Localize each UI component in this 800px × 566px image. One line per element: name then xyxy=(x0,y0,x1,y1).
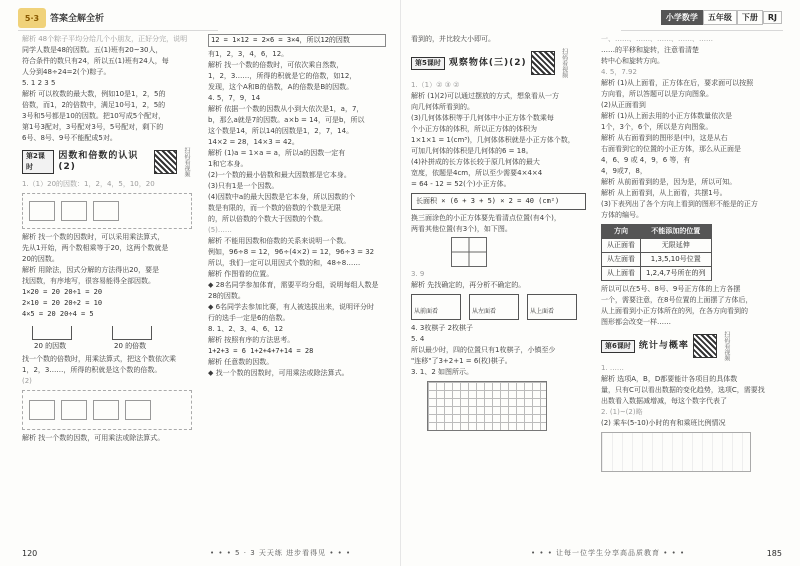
text-line: = 64 - 12 = 52(个)小正方体。 xyxy=(411,180,511,188)
table-header: 不能添加的位置 xyxy=(641,225,712,239)
text-line: 出数看入数据减增减，每这个数字代表了 xyxy=(601,397,727,405)
lesson-badge: 第6课时 xyxy=(601,340,635,353)
text-line: 所以最少时，四的位置只有1枚棋子，小镇至少 xyxy=(411,346,556,354)
bracket-line xyxy=(112,326,152,340)
text-line: 8. 1、2、3、4、6、12 xyxy=(208,325,284,333)
equation-row: 1×20 = 20 20÷1 = 20 xyxy=(22,288,103,296)
text-line: 28的因数。 xyxy=(208,292,245,300)
text-line: 1.（1）② ③ ② xyxy=(411,81,460,89)
text-line: 图形都会改变一样…… xyxy=(601,318,671,326)
text-line: 3. 9 xyxy=(411,270,425,278)
text-line: 个小正方体的体积，所以正方体的体积为 xyxy=(411,125,537,133)
lesson-title: 因数和倍数的认识(2) xyxy=(58,151,139,172)
page-number-left: 120 xyxy=(22,549,38,558)
text-line: 1.（1）20的因数：1，2，4，5，10，20 xyxy=(22,180,155,188)
text-line: 同学人数是48的因数。五(1)班有20~30人， xyxy=(22,46,163,54)
equation-row: 1+2+3 = 6 1+2+4+7+14 = 28 xyxy=(208,347,314,355)
statistics-chart-figure xyxy=(601,432,751,472)
text-line: 解析 (1)从上面看，正方体在后，要求面可以按照 xyxy=(601,79,754,87)
qr-code-icon[interactable] xyxy=(693,334,717,358)
text-line: ◆ 6名同学去参加比赛，有人被选拔出来，说明评分时 xyxy=(208,303,375,311)
table-cell: 1,2,4,7号所在的列 xyxy=(641,267,712,281)
text-line: 解析 从上面看到，从上面看，共摆1号。 xyxy=(601,189,727,197)
sketch-box xyxy=(29,201,55,221)
table-row xyxy=(602,253,712,267)
column-1 xyxy=(22,34,192,444)
text-line: 20的因数。 xyxy=(22,255,59,263)
text-line: 14×2 = 28，14×3 = 42。 xyxy=(208,138,299,146)
text-line: "连移"了3+2+1 = 6(枚)棋子。 xyxy=(411,357,512,365)
text-line: 一个，需要注意，在8号位置的上面摆了方体后， xyxy=(601,296,753,304)
brand-logo: 5·3 xyxy=(18,8,46,28)
text-line: ……的平移和旋转，注意看清楚 xyxy=(601,46,699,54)
table-header-row xyxy=(602,225,712,239)
edition-tag: RJ xyxy=(763,11,782,24)
text-line: (4)补拼成的长方体长较于原几何体的最大 xyxy=(411,158,540,166)
table-cell: 从上面看 xyxy=(602,267,641,281)
text-line: 看到的，并比较大小即可。 xyxy=(411,35,495,43)
text-line: 宽度，依题是4cm，所以至少需要4×4×4 xyxy=(411,169,543,177)
header-divider xyxy=(18,30,218,31)
column-4 xyxy=(601,34,783,472)
text-line: 所以可以在5号、8号、9号正方体的上方各摆 xyxy=(601,285,741,293)
text-line: (3)下表列出了各个方向上看到的图形不能是的正方 xyxy=(601,200,758,208)
text-line: 解析 从前面看到的是，因为是，所以可知。 xyxy=(601,178,737,186)
text-line: 转中心和旋转方向。 xyxy=(601,57,664,65)
cube-figure xyxy=(451,237,487,267)
qr-label: 扫码看视频 xyxy=(722,331,730,361)
text-line: b，那么a就是7的因数。a×b = 14，可是b，所以 xyxy=(208,116,365,124)
text-line: 的，所以倍数的个数大于因数的个数。 xyxy=(208,215,327,223)
view-figure xyxy=(527,294,577,320)
grid-figure xyxy=(427,381,547,431)
text-line: 从上面看到小正方体所在的列，在各方向看到的 xyxy=(601,307,748,315)
grade-tag: 五年级 xyxy=(703,10,737,25)
text-line: 5. 1 2 3 5 xyxy=(22,79,56,87)
text-line: 找一个数的倍数时，用乘法算式，把这个数依次乘 xyxy=(22,355,176,363)
direction-table xyxy=(601,224,712,281)
footer-slogan-right: • • • 让每一位学生分享高品质教育 • • • xyxy=(531,549,686,557)
sketch-box xyxy=(93,400,119,420)
text-line: (2)从正面看到 xyxy=(601,101,646,109)
text-line: ◆ 28名同学参加体育，需要平均分组，说明每组人数是 xyxy=(208,281,379,289)
text-line: 解析 按照有序的方法思考。 xyxy=(208,336,295,344)
sketch-box xyxy=(125,400,151,420)
bracket-label: 20 的因数 xyxy=(34,342,67,350)
bracket-diagram xyxy=(22,322,192,352)
text-line: 3号和5号都是10的因数。把10写成5个配对， xyxy=(22,112,166,120)
text-line: 可加几何体的体积是几何体的6 = 18。 xyxy=(411,147,533,155)
text-line: ◆ 找一个数的因数时，可用乘法或除法算式。 xyxy=(208,369,349,377)
table-row xyxy=(602,239,712,253)
text-line: 解析 找一个数的倍数时，可依次乘自然数， xyxy=(208,61,344,69)
text-line: 2. (1)~(2)略 xyxy=(601,408,643,416)
text-line: 4. 3枚棋子 2枚棋子 xyxy=(411,324,474,332)
text-line: 1. …… xyxy=(601,364,624,372)
text-line: 解析 依据一个数的因数从小到大依次是1，a，7， xyxy=(208,105,364,113)
lesson-title: 统计与概率 xyxy=(638,340,689,351)
text-line: (2) 乘车(5-10)小时的有和乘班比例情况 xyxy=(601,419,726,427)
text-line: 人分到48÷24=2(个)粽子。 xyxy=(22,68,111,76)
text-line: 解析 选项A，B，D都要能计各项目的具体数 xyxy=(601,375,738,383)
text-line: 方向看，所以答题可以是方向图象。 xyxy=(601,90,713,98)
qr-code-icon[interactable] xyxy=(531,51,555,75)
lesson-badge: 第2课时 xyxy=(22,150,54,174)
header-divider xyxy=(621,30,783,31)
page-number-right: 185 xyxy=(766,549,782,558)
table-header: 方向 xyxy=(602,225,641,239)
text-line: 4，6、9 或 4，9，6 等，有 xyxy=(601,156,691,164)
view-figures xyxy=(411,294,586,320)
table-cell: 1,3,5,10号位置 xyxy=(641,253,712,267)
text-line: 解析 用除法，因式分解的方法得出20，要是 xyxy=(22,266,160,274)
text-line: (3)几何体体积等于几何体中小正方体个数乘每 xyxy=(411,114,554,122)
text-line: 例如，96÷8 = 12，96÷(4×2) = 12，96÷3 = 32 xyxy=(208,248,375,256)
text-line: 1，2，3……，所得的积就是这个数的倍数。 xyxy=(22,366,162,374)
lesson-title: 观察物体(三)(2) xyxy=(448,57,527,68)
qr-code-icon[interactable] xyxy=(154,150,177,174)
text-line: 符合条件的数只有24，所以五(1)班有24人，每 xyxy=(22,57,169,65)
table-cell: 从左面看 xyxy=(602,253,641,267)
header-title: 答案全解全析 xyxy=(50,14,105,24)
lesson-badge: 第5课时 xyxy=(411,57,445,70)
text-line: 右面看到它的位置的小正方体，那么从正面是 xyxy=(601,145,741,153)
lesson-heading xyxy=(411,48,586,78)
text-line: (3)只有1是一个因数。 xyxy=(208,182,279,190)
text-line: 1个，3个，6个，所以是方向图象。 xyxy=(601,123,713,131)
text-line: 5. 4 xyxy=(411,335,425,343)
text-line: 解析 可以枚数的最大数，例如10是1，2，5的 xyxy=(22,90,166,98)
text-line: 4. 5，7.92 xyxy=(601,68,637,76)
text-line: 解析 任意数的因数。 xyxy=(208,358,274,366)
text-line: 3. 1、2 如图所示。 xyxy=(411,368,474,376)
table-row xyxy=(602,267,712,281)
text-line: 解析 从右面看到的图形是(中)，这是从右 xyxy=(601,134,728,142)
term-tag: 下册 xyxy=(737,10,763,25)
text-line: 数是有限的，而一个数的倍数的个数是无限 xyxy=(208,204,341,212)
bracket-line xyxy=(32,326,72,340)
bracket-label: 20 的倍数 xyxy=(114,342,147,350)
text-line: (2)一个数的最小倍数和最大因数都是它本身。 xyxy=(208,171,351,179)
text-line: 发现，这个A和B的倍数，A的倍数是B的因数。 xyxy=(208,83,354,91)
text-line: (5)…… xyxy=(208,226,232,234)
column-3 xyxy=(411,34,586,431)
text-line: 一、……、……、……、……、…… xyxy=(601,35,713,43)
table-cell: 从正面看 xyxy=(602,239,641,253)
text-line: 先从1开始，两个数相乘等于20，这两个数就是 xyxy=(22,244,169,252)
text-line: 解析 48个粽子平均分给几个小朋友，正好分完，说明 xyxy=(22,35,188,43)
handwriting-sketch xyxy=(22,390,192,430)
lesson-heading xyxy=(22,147,192,177)
text-line: 找因数，有序地写，很容易能得全部因数。 xyxy=(22,277,155,285)
equation-row: 4×5 = 20 20÷4 = 5 xyxy=(22,310,94,318)
text-line: 解析 (1)从上面去用的小正方体数量依次是 xyxy=(601,112,733,120)
view-label: 从左面看 xyxy=(472,308,497,315)
column-2 xyxy=(208,34,386,379)
sketch-box xyxy=(61,201,87,221)
text-line: 解析 不能用因数和倍数的关系来说明一个数。 xyxy=(208,237,351,245)
text-line: 这个数是14，所以14的因数是1，2，7，14。 xyxy=(208,127,354,135)
lesson-heading xyxy=(601,331,783,361)
text-line: 量，只有C可以看出数据的变化趋势，选项C，需要找 xyxy=(601,386,765,394)
equation-row: 12 = 1×12 = 2×6 = 3×4，所以12的因数 xyxy=(208,34,386,47)
sketch-box xyxy=(61,400,87,420)
text-line: 所以，我们一定可以用因式个数的和，48÷8…… xyxy=(208,259,361,267)
text-line: 第1号3配对，3号配对3号，5号配对，剩下的 xyxy=(22,123,164,131)
equation-row: 2×10 = 20 20÷2 = 10 xyxy=(22,299,103,307)
text-line: 解析 (1)a = 1×a = a，所以a的因数一定有 xyxy=(208,149,346,157)
qr-label: 扫码看视频 xyxy=(183,147,191,177)
text-line: 向几何体所看到的。 xyxy=(411,103,474,111)
right-page xyxy=(400,0,800,566)
text-line: 倍数，而1，2的倍数中，满足10号1，2，5的 xyxy=(22,101,166,109)
text-line: 方体的编号。 xyxy=(601,211,643,219)
view-label: 从上面看 xyxy=(530,308,555,315)
sketch-box xyxy=(93,201,119,221)
text-line: 1和它本身。 xyxy=(208,160,248,168)
text-line: 4. 5，7，9，14 xyxy=(208,94,261,102)
handwriting-sketch xyxy=(22,193,192,229)
text-line: (2) xyxy=(22,377,32,385)
text-line: 换三面涂色的小正方体要先看清点位置(有4个)， xyxy=(411,214,561,222)
qr-label: 扫码看视频 xyxy=(560,48,568,78)
text-line: 解析 找一个数的因数时，可以采用乘法算式， xyxy=(22,233,165,241)
view-figure xyxy=(469,294,519,320)
text-line: 4，9或7，8， xyxy=(601,167,647,175)
text-line: 两看其他位置(有3个)，如下图。 xyxy=(411,225,512,233)
text-line: 解析 作图看的位置。 xyxy=(208,270,274,278)
text-line: 解析 先找确定的，再分析不确定的。 xyxy=(411,281,526,289)
text-line: 解析 (1)(2)可以通过摆放的方式，想象看从一方 xyxy=(411,92,560,100)
text-line: 解析 找一个数的因数，可用乘法或除法算式。 xyxy=(22,434,165,442)
text-line: 有1，2，3，4，6，12。 xyxy=(208,50,289,58)
text-line: (4)因数中a的最大因数是它本身，所以因数的个 xyxy=(208,193,356,201)
text-line: 行的选手一定是6的倍数。 xyxy=(208,314,290,322)
header-tags xyxy=(661,10,782,25)
view-label: 从前面看 xyxy=(414,308,439,315)
text-line: 1×1×1 = 1(cm³)，几何体体积就是小正方体个数， xyxy=(411,136,575,144)
sketch-box xyxy=(29,400,55,420)
table-cell: 无限延伸 xyxy=(641,239,712,253)
view-figure xyxy=(411,294,461,320)
formula-box: 长面积 × (6 + 3 + 5) × 2 = 40 (cm²) xyxy=(411,193,586,210)
subject-tag: 小学数学 xyxy=(661,10,703,25)
text-line: 1，2，3……，所得的积就是它的倍数，如12， xyxy=(208,72,357,80)
footer-slogan-left: • • • 5 · 3 天天练 进步看得见 • • • xyxy=(210,549,352,557)
text-line: 6号、8号、9号不能配成5对。 xyxy=(22,134,117,142)
